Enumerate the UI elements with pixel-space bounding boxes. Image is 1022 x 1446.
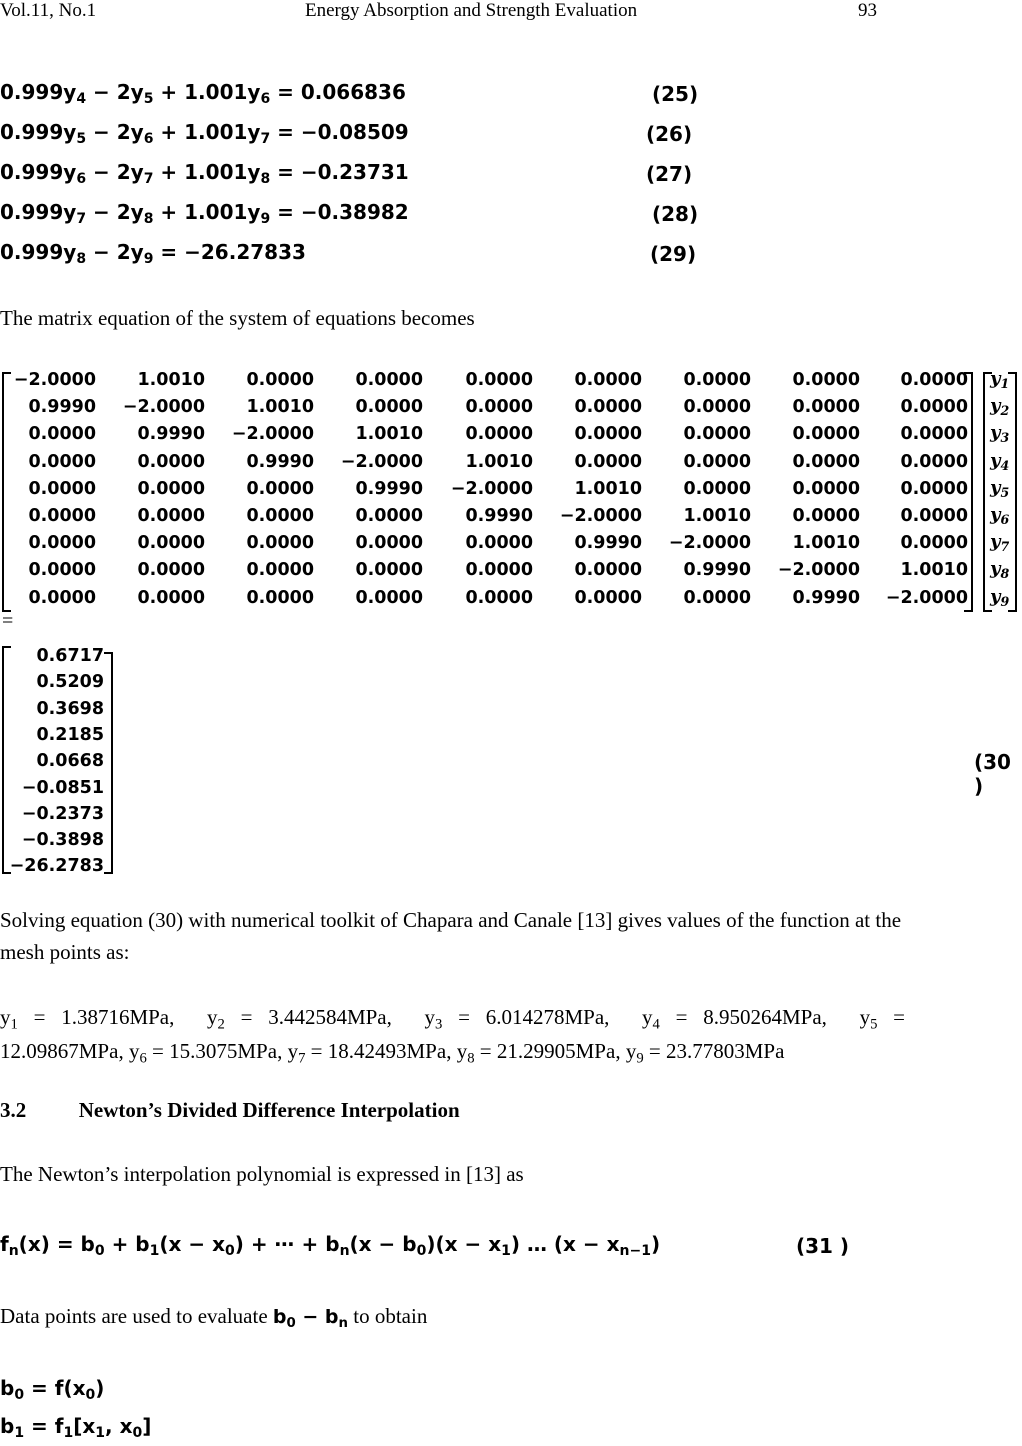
matrix-cell: 0.0000 [28,533,96,554]
b0-definition: $b_0 = f(x_0)$ [0,1376,105,1404]
matrix-cell: 0.0000 [355,533,423,554]
solution-values [0,1000,905,1068]
solution-line-1 [0,1000,905,1034]
matrix-cell: 0.0000 [574,560,642,581]
matrix-cell: 0.0000 [246,560,314,581]
equation-26: $0.999y_5 - 2y_6 + 1.001y_7 = -0.08509$ [0,120,409,148]
matrix-cell: 0.0000 [792,478,860,499]
y-vector-entry: $y_9$ [990,585,1010,609]
matrix-cell: 0.9990 [683,560,751,581]
matrix-cell: 0.0000 [574,370,642,390]
matrix-cell: 0.0000 [683,478,751,499]
rhs-right-bracket [104,652,113,874]
header-title: Energy Absorption and Strength Evaluation [305,0,638,21]
yvec-right-bracket [1008,372,1017,612]
matrix-cell: 0.0000 [137,560,205,581]
matrix-cell: 1.0010 [683,506,751,526]
matrix-cell: 0.0000 [28,506,96,526]
matrix-cell: 1.0010 [246,397,314,418]
matrix-cell: 0.0000 [465,533,533,554]
header-volume: Vol.11, No.1 [0,0,97,21]
solve-paragraph: Solving equation (30) with numerical toolkit of Chapara and Canale [13] gives values of the function at the mesh points as: [0,908,902,964]
matrix-cell: 0.0000 [246,370,314,390]
solution-y7: $y_7 = 18.42493MPa$ [287,1039,447,1067]
matrix-cell: 1.0010 [792,533,860,554]
matrix-cell: 0.0000 [28,451,96,472]
matrix-cell: 0.0000 [900,451,968,472]
header-page-number: 93 [858,0,877,21]
solution-y3: $y_3$ = 6.014278MPa , [424,1005,610,1033]
rhs-vector-entry: −0.0851 [21,777,104,798]
equation-number-25: (25) [652,82,699,106]
equation-number-27: (27) [646,162,693,186]
rhs-vector-entry: −26.2783 [9,856,104,877]
equation-number-28: (28) [652,202,699,226]
matrix-cell: 1.0010 [574,478,642,499]
matrix-cell: 0.0000 [683,587,751,608]
solution-y5-label: $y_5$ = [859,1005,905,1033]
matrix-cell: 0.0000 [900,424,968,445]
y-vector-entry: $y_2$ [990,395,1010,418]
rhs-vector-entry: 0.2185 [36,724,104,745]
data-points-text: Data points are used to evaluate $b_0 - b_n$ to obtain [0,1304,428,1331]
matrix-cell: 0.0000 [900,370,968,390]
matrix-cell: 0.0000 [574,451,642,472]
section-number: 3.2 [0,1098,27,1122]
matrix-cell: 0.0000 [355,560,423,581]
rhs-vector-entry: 0.6717 [36,646,104,666]
matrix-cell: −2.0000 [340,451,423,472]
y-vector-entry: $y_5$ [990,476,1010,500]
matrix-cell: 0.0000 [900,478,968,499]
solution-y6: $y_6 = 15.3075MPa$ [128,1039,278,1067]
matrix-cell: 0.0000 [792,397,860,418]
section-title: Newton’s Divided Difference Interpolation [78,1098,460,1122]
matrix-cell: 0.9990 [574,533,642,554]
solution-y1: $y_1$ = 1.38716MPa , [0,1005,175,1033]
matrix-cell: 0.0000 [465,370,533,390]
matrix-cell: 0.0000 [355,370,423,390]
matrix-cell: 1.0010 [900,560,968,581]
matrix-cell: 0.9990 [137,424,205,445]
matrix-cell: 0.0000 [900,506,968,526]
matrix-cell: 0.0000 [355,587,423,608]
equation-28: $0.999y_7 - 2y_8 + 1.001y_9 = -0.38982$ [0,200,409,228]
section-heading [0,1098,460,1123]
matrix-cell: 0.0000 [792,506,860,526]
matrix-cell: 0.0000 [137,506,205,526]
matrix-cell: 0.0000 [792,370,860,390]
matrix-cell: −2.0000 [450,478,533,499]
matrix-intro-text: The matrix equation of the system of equations becomes [0,306,475,330]
matrix-cell: 0.0000 [465,587,533,608]
y-vector-entry: $y_7$ [990,531,1010,554]
matrix-cell: 0.0000 [574,587,642,608]
solution-y9: $y_9 = 23.77803MPa$ [625,1039,785,1067]
matrix-cell: 0.9990 [28,397,96,418]
matrix-cell: 0.0000 [900,533,968,554]
y-vector-entry: $y_1$ [990,368,1010,391]
matrix-cell: 0.0000 [465,397,533,418]
matrix-cell: −2.0000 [885,587,968,608]
matrix-cell: −2.0000 [668,533,751,554]
matrix-cell: 0.0000 [792,424,860,445]
matrix-cell: 0.0000 [574,397,642,418]
y-vector-entry: $y_8$ [990,558,1010,582]
matrix-cell: 0.0000 [28,424,96,445]
matrix-cell: 0.0000 [355,397,423,418]
matrix-cell: 1.0010 [465,451,533,472]
matrix-cell: 0.0000 [683,370,751,390]
equation-29: $0.999y_8 - 2y_9 = -26.27833$ [0,240,306,268]
matrix-cell: 0.0000 [246,533,314,554]
rhs-vector-entry: 0.3698 [36,698,104,719]
matrix-cell: 0.0000 [574,424,642,445]
matrix-cell: 0.9990 [792,587,860,608]
rhs-vector-entry: 0.5209 [36,672,104,693]
solution-y4: $y_4$ = 8.950264MPa , [642,1005,827,1033]
matrix-cell: 0.0000 [137,478,205,499]
b1-definition: $b_1 = f_1[x_1$, $x_0$] [0,1414,152,1442]
matrix-cell: 0.0000 [683,424,751,445]
matrix-cell: 0.0000 [355,506,423,526]
equation-25: $0.999y_4 - 2y_5 + 1.001y_6 = 0.066836$ [0,80,406,108]
matrix-cell: 1.0010 [355,424,423,445]
matrix-cell: 0.0000 [137,533,205,554]
rhs-vector-entry: −0.2373 [21,803,104,824]
solution-y5-value: 12.09867MPa, [0,1039,129,1063]
equation-number-26: (26) [646,122,693,146]
matrix-cell: 0.0000 [683,397,751,418]
equation-27: $0.999y_6 - 2y_7 + 1.001y_8 = -0.23731$ [0,160,409,188]
matrix-cell: −2.0000 [13,370,96,390]
matrix-cell: 0.9990 [465,506,533,526]
rhs-vector-entry: 0.0668 [36,751,104,772]
matrix-cell: −2.0000 [122,397,205,418]
equation-number-29: (29) [650,242,697,266]
y-vector-entry: $y_4$ [990,449,1010,473]
matrix-cell: −2.0000 [231,424,314,445]
matrix-cell: 0.0000 [137,451,205,472]
newton-intro-text: The Newton’s interpolation polynomial is expressed in [13] as [0,1162,524,1186]
matrix-cell: 0.0000 [900,397,968,418]
matrix-cell: −2.0000 [559,506,642,526]
matrix-cell: 0.0000 [465,424,533,445]
matrix-cell: 0.0000 [246,506,314,526]
rhs-vector-entry: −0.3898 [21,830,104,851]
matrix-cell: 0.0000 [28,587,96,608]
solution-y8: $y_8 = 21.29905MPa$ [456,1039,616,1067]
matrix-cell: 0.0000 [137,587,205,608]
equation-31: $f_n(x) = b_0 + b_1(x - x_0)$ + ⋯ + $b_n(x - b_0)(x - x_1)$ … $(x - x_{n-1})$ [0,1232,661,1260]
matrix-cell: 0.0000 [246,587,314,608]
matrix-cell: 0.0000 [465,560,533,581]
matrix-cell: 0.0000 [246,478,314,499]
matrix-cell: 0.0000 [792,451,860,472]
solution-line-2: 12.09867MPa, $y_6 = 15.3075MPa$, $y_7 = 18.42493MPa$, $y_8 = 21.29905MPa$, $y_9 = 23.77803MPa$ [0,1039,785,1067]
matrix-cell: 0.0000 [683,451,751,472]
equation-number-31: (31 ) [796,1234,850,1258]
matrix-cell: 0.9990 [246,451,314,472]
matrix-cell: 1.0010 [137,370,205,390]
matrix-cell: 0.0000 [28,560,96,581]
matrix-cell: 0.0000 [28,478,96,499]
matrix-cell: −2.0000 [777,560,860,581]
y-vector-entry: $y_6$ [990,504,1010,527]
y-vector-entry: $y_3$ [990,422,1010,446]
matrix-cell: 0.9990 [355,478,423,499]
solution-y2: $y_2$ = 3.442584MPa , [207,1005,392,1033]
equation-number-30: (30 ) [974,750,1011,798]
equals-sign: = [2,610,14,632]
